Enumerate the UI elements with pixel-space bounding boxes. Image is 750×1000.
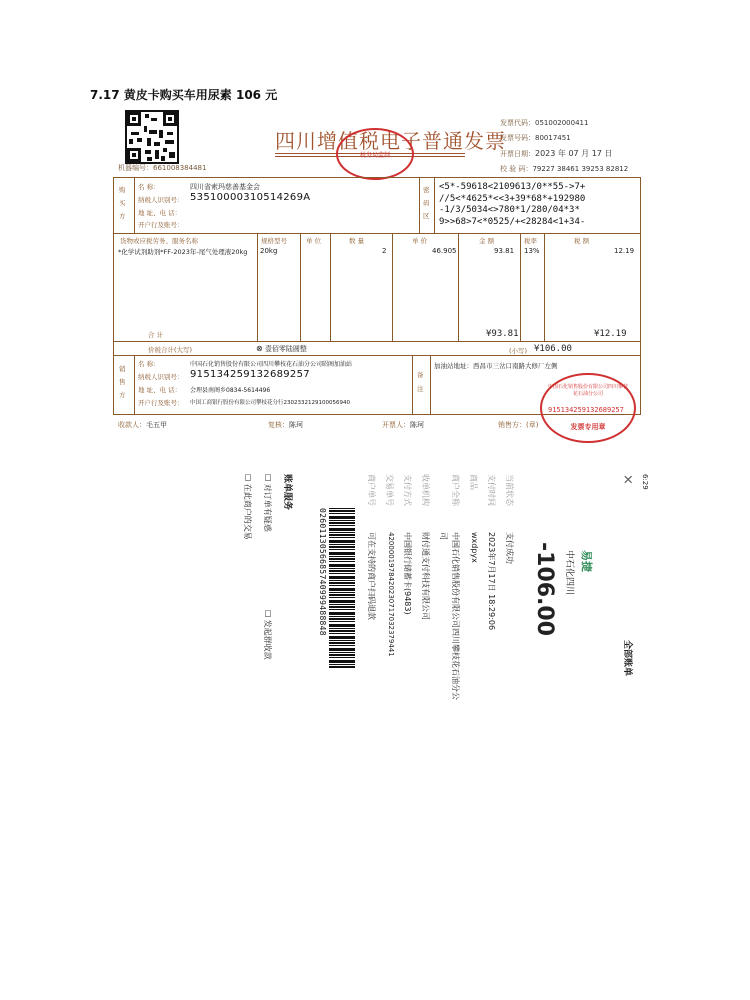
qr-code-icon	[125, 110, 179, 164]
col-spec: 规格型号	[261, 237, 287, 245]
col-price: 单 价	[412, 237, 428, 245]
check-code: 校 验 码：79227 38461 39253 82812	[500, 165, 629, 173]
row-value-5: 中国银行储蓄卡(9483)	[403, 532, 412, 615]
buyer-bank-label: 开户行及账号：	[138, 221, 184, 229]
cipher-area: <5*-59618<2109613/0**55->7+ //5<*4625*<<3+39*68*+192980 -1/3/5034<>780*1/280/04*3* 9>>68>7<*0525/+<28284<1+34-	[439, 182, 586, 227]
invoice-date: 开票日期：2023 年 07 月 17 日	[500, 149, 613, 158]
item-name: *化学试剂助剂*FF-2023年-尾气处理液20kg	[118, 248, 248, 256]
machine-number: 机器编号：661008384481	[118, 164, 207, 172]
remark-text: 加油站地址：西昌市三岔口南路大修厂左侧	[434, 362, 558, 370]
col-goods: 货物或应税劳务、服务名称	[120, 237, 198, 245]
remark-label: 备注	[417, 371, 424, 393]
status-time: 6:29	[641, 474, 649, 490]
buyer-taxid: 53510000310514269A	[190, 192, 311, 203]
seller-bank: 中国工商银行股份有限公司攀枝花分行2302332129100056940	[190, 400, 350, 406]
item-amount: 93.81	[494, 247, 515, 255]
item-tax: 12.19	[614, 247, 635, 255]
grand-total-figure: ¥106.00	[534, 344, 572, 354]
row-value-6: 4200001978420230717032379441	[387, 532, 395, 657]
group-icon: ☐	[263, 610, 272, 620]
grand-total-words: ⊗ 壹佰零陆圆整	[256, 344, 307, 353]
issuer: 开票人：陈珂	[382, 421, 424, 429]
merchant-trades-link[interactable]: ☐ 在此商户的交易	[243, 474, 252, 540]
row-label-4: 收单机构	[421, 474, 430, 506]
row-label-1: 支付时间	[487, 474, 496, 506]
payee: 收款人：毛五甲	[118, 421, 167, 429]
seller-address: 会理县南阁乡0834-5614496	[190, 387, 271, 394]
invoice-title: 四川增值税电子普通发票	[275, 129, 506, 153]
seller-address-label: 地 址、电 话：	[138, 386, 182, 394]
merchant-logo: 易捷	[580, 550, 593, 572]
col-amount: 金 额	[479, 237, 495, 245]
buyer-section-label: 购买方	[119, 186, 126, 220]
seller-taxid: 915134259132689257	[190, 369, 310, 380]
row-value-2: wxdpyx	[470, 532, 479, 563]
total-amount: ¥93.81	[486, 329, 519, 339]
list-icon: ☐	[243, 474, 252, 484]
seller-bank-label: 开户行及账号：	[138, 399, 184, 407]
col-tax: 税 额	[574, 237, 590, 245]
row-value-7: 可在支持的商户扫码退款	[367, 532, 376, 620]
barcode-number: 0260113056685740999488848	[318, 508, 327, 636]
seller-name-label: 名 称：	[138, 360, 160, 368]
row-label-0: 当前状态	[505, 474, 514, 506]
question-icon: ☐	[263, 474, 272, 484]
row-value-3: 中国石化销售股份有限公司四川攀枝花石油分公司	[439, 532, 460, 700]
col-qty: 数 量	[349, 237, 365, 245]
invoice-code: 发票代码：051002000411	[500, 119, 589, 127]
row-label-6: 交易单号	[385, 474, 394, 506]
item-spec: 20kg	[260, 247, 278, 255]
buyer-taxid-label: 纳税人识别号：	[138, 196, 184, 204]
item-qty: 2	[382, 247, 387, 255]
circle-x-icon: ⊗	[256, 344, 263, 353]
row-label-2: 商品	[469, 474, 478, 490]
tax-bureau-seal: 税务局监制	[336, 128, 414, 180]
row-label-5: 支付方式	[403, 474, 412, 506]
col-rate: 税率	[524, 237, 537, 245]
seller-section-label: 销售方	[119, 365, 126, 399]
buyer-name-label: 名 称：	[138, 183, 160, 191]
grand-total-label: 价税合计(大写)	[148, 346, 193, 354]
row-value-1: 2023年7月17日 18:29:06	[487, 532, 496, 631]
seller-sign: 销售方：(章)	[498, 421, 539, 429]
barcode	[329, 508, 355, 668]
seller-name: 中国石化销售股份有限公司四川攀枝花石油分公司昭阁加油站	[190, 361, 353, 368]
buyer-address-label: 地 址、电 话：	[138, 209, 182, 217]
total-tax: ¥12.19	[594, 329, 627, 339]
row-label-3: 商户全称	[451, 474, 460, 506]
item-rate: 13%	[524, 247, 540, 255]
invoice-seal-stamp: 中国石化销售股份有限公司四川攀枝花石油分公司 915134259132689257 发票专用章	[540, 373, 636, 443]
cipher-label: 密码区	[423, 186, 430, 220]
close-icon[interactable]: ×	[620, 474, 635, 485]
group-collect-link[interactable]: ☐ 发起群收款	[263, 610, 272, 660]
merchant-name: 中石化四川	[564, 550, 574, 596]
page-heading: 7.17 黄皮卡购买车用尿素 106 元	[90, 88, 278, 102]
reviewer: 复核：陈珂	[268, 421, 303, 429]
all-bills-link[interactable]: 全部账单	[622, 640, 632, 677]
col-unit: 单 位	[306, 237, 322, 245]
grand-small-label: (小写)	[509, 347, 528, 355]
row-value-0: 支付成功	[505, 532, 514, 564]
row-value-4: 财付通支付科技有限公司	[421, 532, 430, 620]
buyer-name: 四川省索玛慈善基金会	[190, 183, 260, 191]
payment-receipt	[137, 460, 657, 860]
invoice-number: 发票号码：80017451	[500, 134, 571, 142]
row-label-7: 商户单号	[367, 474, 376, 506]
seller-taxid-label: 纳税人识别号：	[138, 373, 184, 381]
bill-service-title: 账单服务	[282, 474, 292, 511]
payment-amount: -106.00	[532, 542, 557, 637]
item-price: 46.905	[432, 247, 457, 255]
total-label: 合 计	[148, 331, 164, 339]
question-link[interactable]: ☐ 对订单有疑惑	[263, 474, 272, 532]
